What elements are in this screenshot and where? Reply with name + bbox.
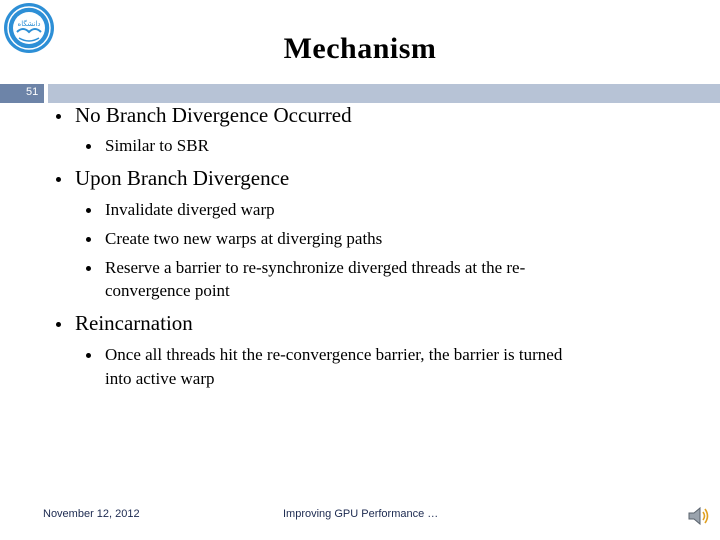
bullet-level2: Reserve a barrier to re-synchronize diverged threads at the re- [105, 258, 526, 277]
bullet-level2: Create two new warps at diverging paths [105, 229, 383, 248]
bullet-level1: Reincarnation [75, 311, 193, 335]
slide-title: Mechanism [283, 32, 437, 65]
footer-date: November 12, 2012 [43, 508, 140, 520]
bullet-level1: Upon Branch Divergence [75, 166, 290, 190]
bullet-dot [86, 144, 91, 149]
footer-topic: Improving GPU Performance … [283, 508, 439, 520]
bullet-dot [86, 266, 91, 271]
bullet-level2: Invalidate diverged warp [105, 200, 275, 219]
bullet-level2: Once all threads hit the re-convergence barrier, the barrier is turned [105, 345, 563, 364]
bullet-dot [56, 114, 61, 119]
bullet-level2: Similar to SBR [105, 136, 209, 155]
bullet-dot [56, 322, 61, 327]
logo-lettering: دانشگاه [17, 20, 41, 28]
speaker-icon[interactable] [686, 504, 710, 528]
bullet-dot [56, 177, 61, 182]
bullet-dot [86, 208, 91, 213]
title-bar [48, 84, 720, 103]
bullet-dot [86, 353, 91, 358]
bullet-level2-continuation: convergence point [105, 281, 230, 300]
bullet-level2-continuation: into active warp [105, 369, 215, 388]
bullet-dot [86, 237, 91, 242]
bullet-level1: No Branch Divergence Occurred [75, 103, 352, 127]
slide-number: 51 [26, 86, 39, 98]
